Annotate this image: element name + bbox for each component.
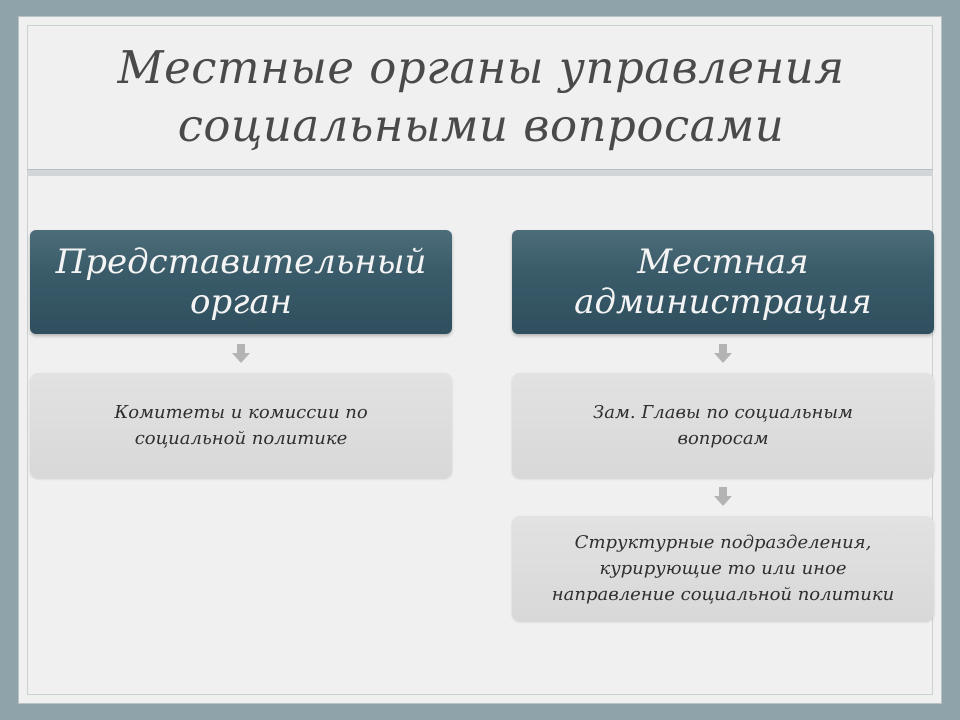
slide-title-line-1: Местные органы управления	[117, 41, 845, 94]
committees-box	[30, 373, 452, 478]
committees-line-2: социальной политике	[134, 427, 348, 449]
down-arrow-icon	[713, 344, 733, 364]
committees-line-1: Комитеты и комиссии по	[114, 401, 368, 423]
local-administration-box	[512, 230, 934, 334]
structural-units-line-2: курирующие то или иное	[599, 557, 847, 579]
structural-units-box	[512, 516, 934, 621]
representative-body-line-2: орган	[189, 282, 293, 322]
deputy-head-line-1: Зам. Главы по социальным	[593, 401, 853, 423]
representative-body-box	[30, 230, 452, 334]
representative-body-line-1: Представительный	[55, 242, 427, 282]
slide-title	[19, 39, 943, 155]
down-arrow-icon	[231, 344, 251, 364]
structural-units-line-3: направление социальной политики	[551, 583, 895, 605]
deputy-head-box	[512, 373, 934, 478]
local-administration-line-2: администрация	[574, 282, 872, 322]
local-administration-line-1: Местная	[637, 242, 809, 282]
slide-title-line-2: социальными вопросами	[177, 99, 785, 152]
deputy-head-line-2: вопросам	[677, 427, 769, 449]
down-arrow-icon	[713, 487, 733, 507]
structural-units-line-1: Структурные подразделения,	[574, 531, 872, 553]
title-divider	[27, 169, 933, 176]
slide	[18, 16, 942, 704]
